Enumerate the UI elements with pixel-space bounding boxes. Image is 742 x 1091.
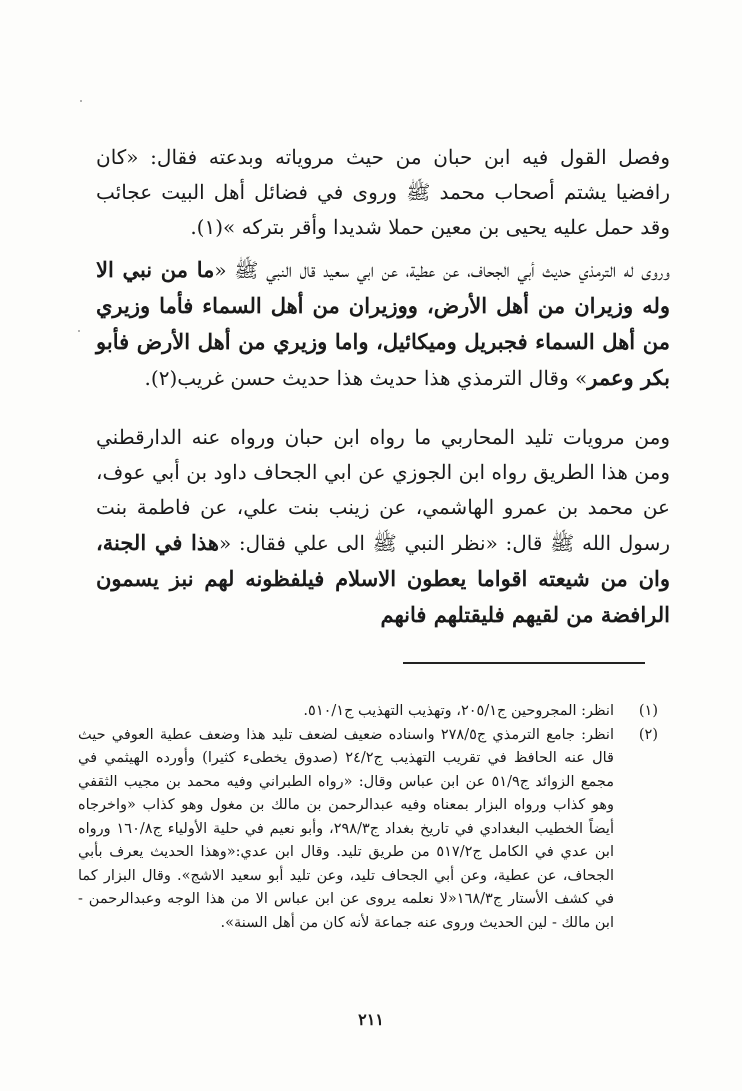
paragraph-1-text: وفصل القول فيه ابن حبان من حيث مروياته وبدعته فقال: «كان رافضيا يشتم أصحاب محمد ﷺ وروى في فضائل أهل البيت عجائب وقد حمل عليه يحيى بن معين حملا شديدا وأقر بتركه »(١).	[96, 145, 670, 239]
paragraph-1	[96, 140, 670, 245]
footnote-separator	[403, 662, 645, 664]
footnote-text: انظر: المجروحين ج٢٠٥/١، وتهذيب التهذيب ج٥١٠/١.	[303, 703, 614, 719]
scan-speck	[80, 100, 82, 102]
paragraph-2-intro: وروى له الترمذي حديث أبي الجحاف، عن عطية، عن ابي سعيد قال النبي ﷺ «	[214, 258, 670, 282]
paragraph-3-text	[96, 420, 670, 633]
paragraph-3	[96, 420, 670, 633]
footnote-number: (٢)	[638, 726, 658, 743]
paragraph-2-outro: » وقال الترمذي هذا حديث هذا حديث حسن غريب(٢).	[144, 366, 588, 390]
footnote-2	[78, 724, 658, 936]
footnotes	[78, 700, 658, 935]
paragraph-3-intro: ومن مرويات تليد المحاربي ما رواه ابن حبان ورواه عنه الدارقطني ومن هذا الطريق رواه ابن الجوزي عن ابي الجحاف داود بن أبي عوف، عن محمد بن عمرو الهاشمي، عن زينب بنت علي، عن فاطمة بنت رسول الله ﷺ قال: «نظر النبي ﷺ الى علي فقال: «	[96, 425, 670, 555]
hadith-text-bold-2: هذا في الجنة، وان من شيعته اقواما يعطون الاسلام فيلفظونه لهم نبز يسمون الرافضة من لقيهم فليقتلهم فانهم	[96, 530, 670, 627]
hadith-text-bold: ما من نبي الا وله وزيران من أهل الأرض، ووزيران من أهل السماء فأما وزيري من أهل السماء فجبريل وميكائيل، واما وزيري من أهل الأرض فأبو بكر وعمر	[96, 257, 670, 390]
paragraph-2-text	[96, 252, 670, 396]
page-number: ٢١١	[358, 1010, 384, 1029]
footnote-text: انظر: جامع الترمذي ج٢٧٨/٥ واسناده ضعيف لضعف تليد هذا وضعف عطية العوفي حيث قال عنه الحافظ في تقريب التهذيب ج٢٤/٢ (صدوق يخطىء كثيرا) وأورده الهيثمي في مجمع الزوائد ج٥١/٩ عن ابن عباس وقال: «رواه الطبراني وفيه محمد بن مجيب الثقفي وهو كذاب ورواه البزار بمعناه وفيه عبدالرحمن بن مالك بن مغول وهو كذاب «واخرجاه أيضاً الخطيب البغدادي في تاريخ بغداد ج٢٩٨/٣، وأبو نعيم في حلية الأولياء ج١٦٠/٨ ورواه ابن عدي في الكامل ج٥١٧/٢ من طريق تليد. وقال ابن عدي:«وهذا الحديث يعرف بأبي الجحاف، عن عطية، وعن أبي الجحاف تليد، وعن تليد أبو سعيد الاشج». وقال البزار كما في كشف الأستار ج١٦٨/٣«لا نعلمه يروى عن ابن عباس الا من هذا الوجه وعبدالرحمن - ابن مالك - لين الحديث وروى عنه جماعة لأنه كان من أهل السنة».	[78, 726, 614, 931]
footnote-1	[78, 700, 658, 724]
footnote-number: (١)	[638, 703, 658, 719]
paragraph-2	[96, 252, 670, 396]
scan-speck	[78, 330, 80, 332]
